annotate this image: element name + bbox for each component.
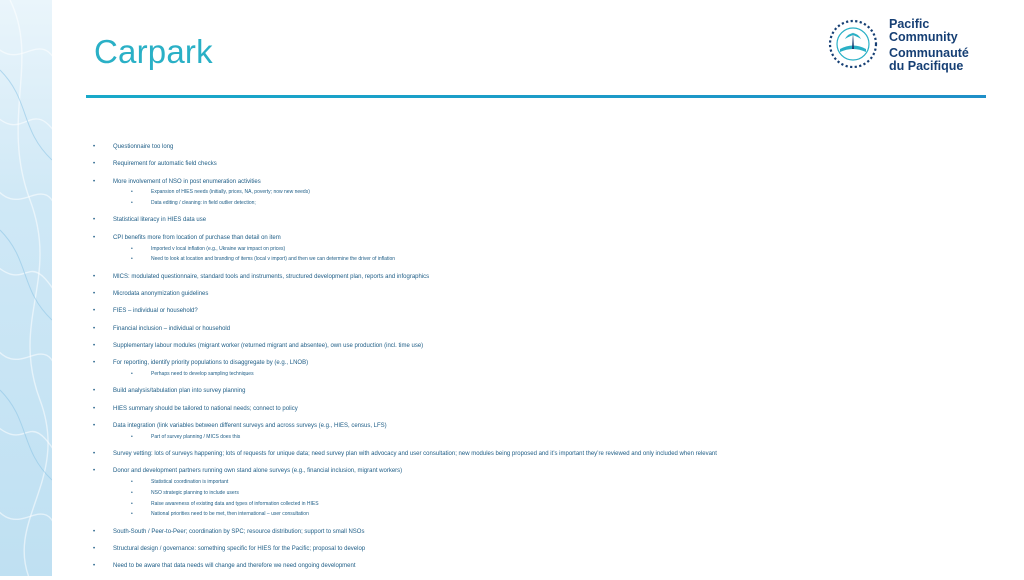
bullet-item: • More involvement of NSO in post enumeration activities [93,178,993,187]
sub-bullet-item: • Part of survey planning / MICS does this [93,433,993,442]
slide-title: Carpark [94,33,213,70]
bullet-item: • Build analysis/tabulation plan into survey planning [93,387,993,396]
wave-pattern-icon [0,0,52,576]
sub-bullet-list [93,478,993,519]
left-decorative-band [0,0,52,576]
bullet-item: • For reporting, identify priority populations to disaggregate by (e.g., LNOB) [93,359,993,368]
sub-bullet-list [93,188,993,208]
bullet-item: • FIES – individual or household? [93,307,993,316]
bullet-item: • Donor and development partners running own stand alone surveys (e.g., financial inclusion, migrant workers) [93,467,993,476]
bullet-item: • CPI benefits more from location of purchase than detail on item [93,234,993,243]
sub-bullet-item: • Need to look at location and branding of items (local v import) and then we can determine the driver of inflation [93,255,993,264]
bullet-item: • MICS: modulated questionnaire, standard tools and instruments, structured development plan, reports and infographics [93,273,993,282]
sub-bullet-item: • Perhaps need to develop sampling techniques [93,370,993,379]
logo-text-communaute: Communauté [889,46,969,60]
sub-bullet-item: • National priorities need to be met, then international – user consultation [93,510,993,519]
bullet-item: • Survey vetting: lots of surveys happening; lots of requests for unique data; need survey plan with advocacy and user consultation; new modules being proposed and it’s important they’re reviewed and only included when relevant [93,450,993,459]
bullet-list [93,143,993,580]
bullet-item: • Requirement for automatic field checks [93,160,993,169]
bullet-item: • Need to be aware that data needs will change and therefore we need ongoing development [93,562,993,571]
bullet-item: • Financial inclusion – individual or household [93,325,993,334]
sub-bullet-item: • Expansion of HIES needs (initially, prices, NA, poverty; now new needs) [93,188,993,197]
sub-bullet-item: • Data editing / cleaning: in field outlier detection; [93,199,993,208]
bullet-item: • South-South / Peer-to-Peer; coordination by SPC; resource distribution; support to small NSOs [93,528,993,537]
sub-bullet-item: • Statistical coordination is important [93,478,993,487]
sub-bullet-list [93,245,993,265]
bullet-item: • Structural design / governance: something specific for HIES for the Pacific; proposal to develop [93,545,993,554]
bullet-item: • Supplementary labour modules (migrant worker (returned migrant and absentee), own use production (incl. time use) [93,342,993,351]
sub-bullet-list [93,433,993,442]
title-divider [86,95,986,98]
sub-bullet-item: • Raise awareness of existing data and types of information collected in HIES [93,500,993,509]
bullet-item: • HIES summary should be tailored to national needs; connect to policy [93,405,993,414]
logo-text-community: Community [889,30,958,44]
bullet-item: • Statistical literacy in HIES data use [93,216,993,225]
pacific-community-logo [826,16,986,76]
bullet-item: • Questionnaire too long [93,143,993,152]
bullet-item: • Microdata anonymization guidelines [93,290,993,299]
logo-text-pacific: Pacific [889,17,930,31]
pacific-community-emblem-icon [826,16,886,76]
sub-bullet-list [93,370,993,379]
bullet-item: • Data integration (link variables between different surveys and across surveys (e.g., HIES, census, LFS) [93,422,993,431]
logo-text-du-pacifique: du Pacifique [889,59,964,73]
sub-bullet-item: • Imported v local inflation (e.g., Ukraine war impact on prices) [93,245,993,254]
sub-bullet-item: • NSO strategic planning to include users [93,489,993,498]
